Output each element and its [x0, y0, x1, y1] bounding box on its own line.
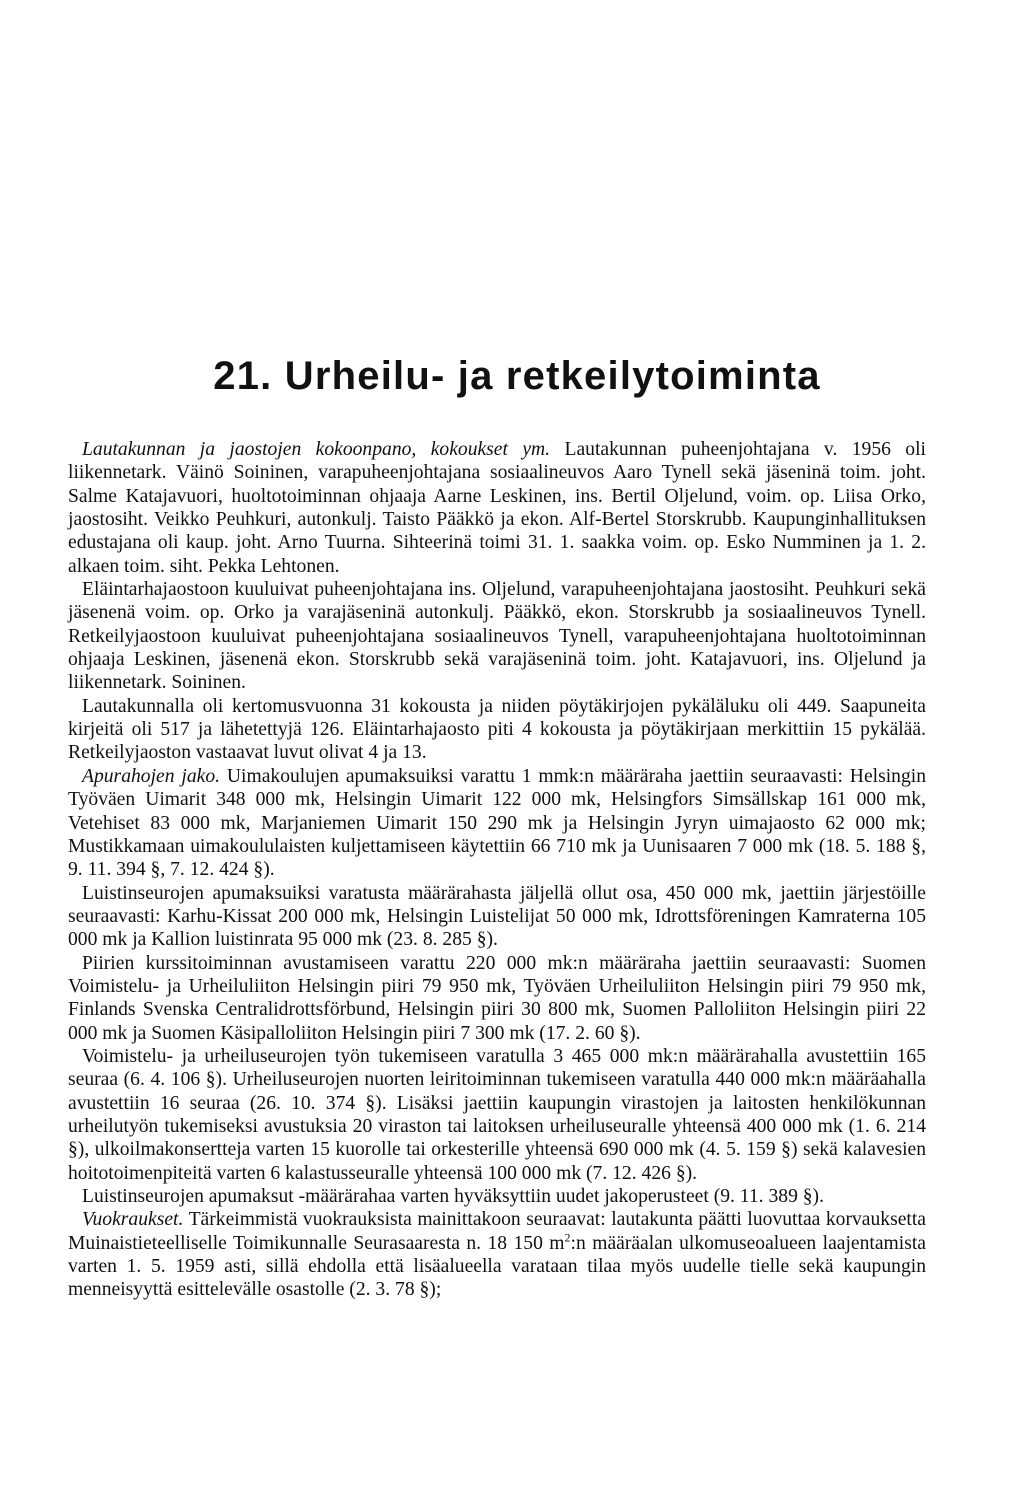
paragraph-text: Luistinseurojen apumaksuiksi varatusta määrärahasta jäljellä ollut osa, 450 000 mk, jaettiin järjestöille seuraavasti: Karhu-Kissat 200 000 mk, Helsingin Luistelijat 50 000 mk, Idrottsföreningen Kamraterna 105 000 mk ja Kallion luistinrata 95 000 mk (23. 8. 285 §).	[68, 882, 926, 951]
paragraph-text-tail: :n määräalan ulkomuseoalueen laajentamista varten 1. 5. 1959 asti, sillä ehdolla että lisäalueella varataan tilaa myös uudelle tielle sekä kaupungin menneisyyttä esittelevälle osastolle (2. 3. 78 §);	[68, 1232, 926, 1301]
paragraph-lead: Lautakunnan ja jaostojen kokoonpano, kokoukset ym.	[82, 439, 551, 460]
paragraph-composition	[68, 438, 926, 578]
paragraph-skating-clubs	[68, 882, 926, 952]
paragraph-text: Piirien kurssitoiminnan avustamiseen varattu 220 000 mk:n määräraha jaettiin seuraavasti: Suomen Voimistelu- ja Urheiluliiton Helsingin piiri 79 950 mk, Työväen Urheiluliiton Helsingin piiri 79 950 mk, Finlands Svenska Centralidrottsförbund, Helsingin piiri 30 800 mk, Suomen Palloliiton Helsingin piiri 22 000 mk ja Suomen Käsipalloliiton Helsingin piiri 7 300 mk (17. 2. 60 §).	[68, 952, 926, 1044]
paragraph-meetings	[68, 695, 926, 765]
superscript-2: 2	[564, 1230, 571, 1245]
page-content	[68, 352, 926, 1302]
paragraph-lead: Vuokraukset.	[82, 1209, 184, 1231]
paragraph-allocation-criteria	[68, 1185, 926, 1208]
paragraph-district-courses	[68, 952, 926, 1045]
paragraph-sports-clubs	[68, 1045, 926, 1185]
paragraph-lead: Apurahojen jako.	[82, 765, 221, 787]
paragraph-grants	[68, 765, 926, 882]
paragraph-text: Lautakunnan puheenjohtajana v. 1956 oli liikennetark. Väinö Soininen, varapuheenjohtajana sosiaalineuvos Aaro Tynell sekä jäseninä toim. joht. Salme Katajavuori, huoltotoiminnan ohjaaja Aarne Leskinen, ins. Bertil Oljelund, voim. op. Liisa Orko, jaostosiht. Veikko Peuhkuri, autonkulj. Taisto Pääkkö ja ekon. Alf-Bertel Storskrubb. Kaupunginhallituksen edustajana oli kaup. joht. Arno Tuurna. Sihteerinä toimi 31. 1. saakka voim. op. Esko Numminen ja 1. 2. alkaen toim. siht. Pekka Lehtonen.	[68, 439, 926, 577]
paragraph-text: Voimistelu- ja urheiluseurojen työn tukemiseen varatulla 3 465 000 mk:n määrärahalla avustettiin 165 seuraa (6. 4. 106 §). Urheiluseurojen nuorten leiritoiminnan tukemiseen varatulla 440 000 mk:n määräahalla avustettiin 16 seuraa (26. 10. 374 §). Lisäksi jaettiin kaupungin virastojen ja laitosten henkilökunnan urheilutyön tukemiseksi avustuksia 20 viraston tai laitoksen urheiluseuralle yhteensä 400 000 mk (1. 6. 214 §), ulkoilmakonsertteja varten 15 kuorolle tai orkesterille yhteensä 690 000 mk (4. 5. 159 §) sekä kalavesien hoitotoimenpiteitä varten 6 kalastusseuralle yhteensä 100 000 mk (7. 12. 426 §).	[68, 1045, 926, 1184]
paragraph-text: Uimakoulujen apumaksuiksi varattu 1 mmk:n määräraha jaettiin seuraavasti: Helsingin Työväen Uimarit 348 000 mk, Helsingin Uimarit 122 000 mk, Helsingfors Simsällskap 161 000 mk, Vetehiset 83 000 mk, Marjaniemen Uimarit 150 290 mk ja Helsingin Jyryn uimajaosto 62 000 mk; Mustikkamaan uimakoululaisten kuljettamiseen käytettiin 66 710 mk ja Uunisaaren 7 000 mk (18. 5. 188 §, 9. 11. 394 §, 7. 12. 424 §).	[68, 765, 926, 881]
chapter-title: 21. Urheilu- ja retkeilytoiminta	[213, 354, 821, 398]
paragraph-text: Lautakunnalla oli kertomusvuonna 31 kokousta ja niiden pöytäkirjojen pykäläluku oli 449. Saapuneita kirjeitä oli 517 ja lähetettyjä 126. Eläintarhajaosto piti 4 kokousta ja pöytäkirjaan merkittiin 15 pykälää. Retkeilyjaoston vastaavat luvut olivat 4 ja 13.	[68, 695, 926, 764]
paragraph-leases	[68, 1208, 926, 1301]
paragraph-text: Eläintarhajaostoon kuuluivat puheenjohtajana ins. Oljelund, varapuheenjohtajana jaostosiht. Peuhkuri sekä jäsenenä voim. op. Orko ja varajäseninä autonkulj. Pääkkö, ekon. Storskrubb ja sosiaalineuvos Tynell. Retkeilyjaostoon kuuluivat puheenjohtajana sosiaalineuvos Tynell, varapuheenjohtajana huoltotoiminnan ohjaaja Leskinen, jäsenenä ekon. Storskrubb sekä varajäseninä toim. joht. Katajavuori, ins. Oljelund ja liikennetark. Soininen.	[68, 579, 926, 694]
paragraph-zoo-subcommittee	[68, 578, 926, 695]
paragraph-text: Luistinseurojen apumaksut -määrärahaa varten hyväksyttiin uudet jakoperusteet (9. 11. 389 §).	[82, 1186, 824, 1207]
paragraph-text: Tärkeimmistä vuokrauksista mainittakoon seuraavat: lautakunta päätti luovuttaa korvauksetta Muinaistieteelliselle Toimikunnalle Seurasaaresta n. 18 150 m	[68, 1209, 926, 1254]
